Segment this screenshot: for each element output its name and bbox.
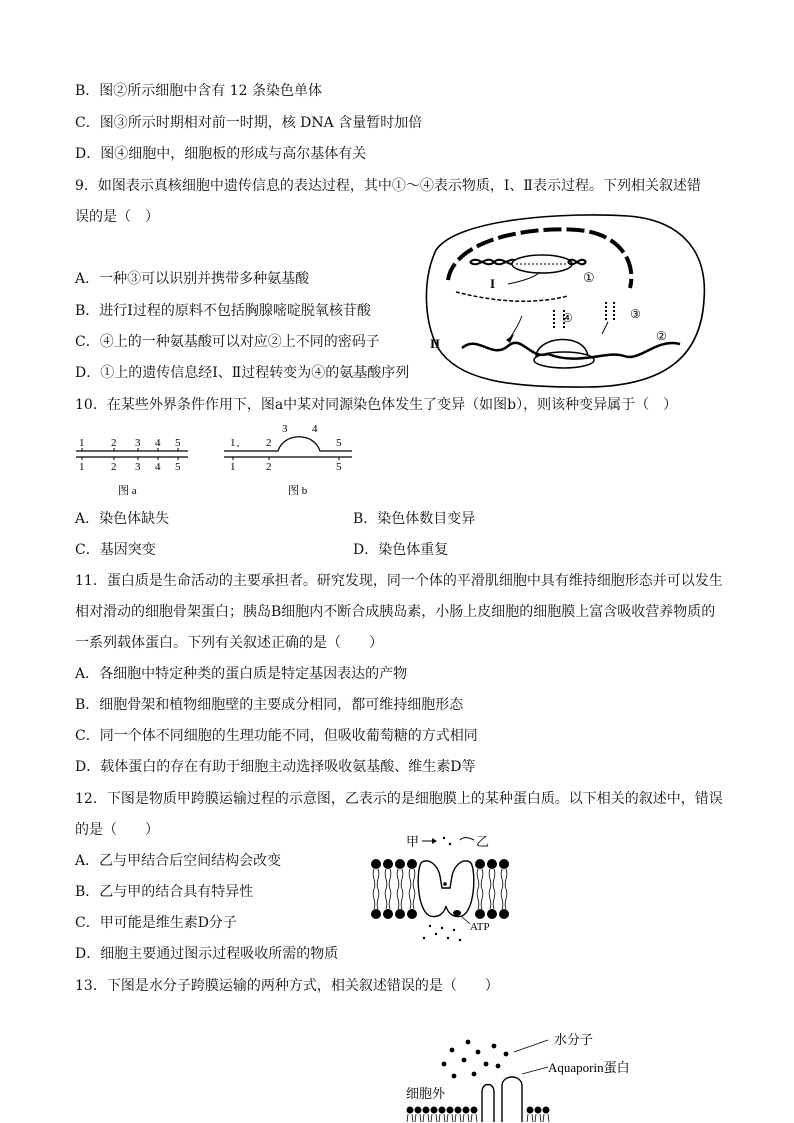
atp-site [453, 910, 461, 916]
lipid-head [371, 859, 381, 869]
aquaporin-protein [482, 1085, 494, 1123]
label-jia: 甲 [406, 834, 420, 849]
locus-label-a-bottom: 2 [111, 461, 117, 473]
lipid-head [471, 1107, 478, 1114]
label-3: ③ [630, 307, 641, 321]
lipid-tail [501, 869, 503, 909]
label-outside: 细胞外 [406, 1086, 446, 1101]
lipid-head [487, 859, 497, 869]
lipid-head [383, 859, 393, 869]
lipid-head [395, 909, 405, 919]
option-8b: B．图②所示细胞中含有 12 条染色单体 [75, 83, 323, 99]
label-water: 水分子 [554, 1032, 594, 1047]
option-8d: D．图④细胞中，细胞板的形成与高尔基体有关 [75, 146, 367, 162]
lipid-head [463, 1107, 470, 1114]
lipid-head [407, 859, 417, 869]
locus-label-b-bottom: 2 [266, 461, 272, 473]
membrane-bilayer [407, 1107, 550, 1123]
option-10a: A．染色体缺失 [75, 511, 170, 527]
option-11a: A．各细胞中特定种类的蛋白质是特定基因表达的产物 [75, 666, 408, 682]
option-10c: C．基因突变 [75, 542, 156, 558]
arrow-export [510, 316, 522, 338]
question-11-stem-cont2: 一系列载体蛋白。下列有关叙述正确的是（ ） [75, 635, 383, 651]
mrna-strand [456, 292, 568, 301]
question-10-stem: 10．在某些外界条件作用下，图a中某对同源染色体发生了变异（如图b），则该种变异属于（ ） [75, 397, 678, 413]
locus-label-a-top: 2 [111, 437, 117, 449]
option-8c: C．图③所示时期相对前一时期，核 DNA 含量暂时加倍 [75, 115, 423, 131]
lipid-head [543, 1107, 550, 1114]
lipid-tail [385, 869, 387, 909]
label-process-I: I [490, 276, 496, 291]
dna-helix [470, 255, 586, 273]
option-10b: B．染色体数目变异 [353, 511, 476, 527]
lipid-tail [407, 1114, 413, 1122]
locus-label-a-top: 4 [155, 437, 161, 449]
figure-membrane-transport [366, 826, 516, 950]
lipid-head [395, 859, 405, 869]
lipid-tail [377, 869, 379, 909]
figure-b [224, 437, 352, 457]
lipid-tail [543, 1114, 549, 1122]
lipid-tail [409, 869, 411, 909]
lipid-tail [493, 869, 495, 909]
locus-label-a-bottom: 5 [175, 461, 181, 473]
label-4: ④ [562, 311, 573, 325]
label-aquaporin: Aquaporin蛋白 [548, 1060, 630, 1075]
option-12a: A．乙与甲结合后空间结构会改变 [75, 853, 282, 869]
arrow-transcription [508, 272, 540, 284]
lipid-head [447, 1107, 454, 1114]
option-9b: B．进行Ⅰ过程的原料不包括胸腺嘧啶脱氧核苷酸 [75, 303, 371, 319]
label-1: ① [583, 270, 595, 285]
label-2: ② [656, 329, 667, 343]
lipid-head [527, 1107, 534, 1114]
label-process-II: II [430, 336, 441, 351]
lipid-head [371, 909, 381, 919]
option-11c: C．同一个体不同细胞的生理功能不同，但吸收葡萄糖的方式相同 [75, 728, 478, 744]
lipid-head [487, 909, 497, 919]
lipid-head [455, 1107, 462, 1114]
label-yi: 乙 [476, 834, 490, 849]
option-9c: C．④上的一种氨基酸可以对应②上不同的密码子 [75, 334, 380, 350]
locus-label-b-top: 1 [230, 437, 236, 449]
lipid-tail [389, 869, 391, 909]
locus-label-b-top: 2 [266, 437, 272, 449]
lipid-head [383, 909, 393, 919]
question-11-stem: 11．蛋白质是生命活动的主要承担者。研究发现，同一个体的平滑肌细胞中具有维持细胞形态并可以发生 [75, 573, 723, 589]
locus-label-b-bottom: 1 [230, 461, 236, 473]
option-9d: D．①上的遗传信息经Ⅰ、Ⅱ过程转变为④的氨基酸序列 [75, 365, 410, 381]
lipid-head [431, 1107, 438, 1114]
lipid-head [475, 909, 485, 919]
option-12b: B．乙与甲的结合具有特异性 [75, 884, 254, 900]
lipid-tail [431, 1114, 437, 1122]
question-9-stem-cont: 误的是（ ） [75, 209, 159, 225]
lipid-tail [373, 869, 375, 909]
lipid-tail [477, 869, 479, 909]
lipid-head [407, 1107, 414, 1114]
lipid-tail [527, 1114, 533, 1122]
lipid-tail [455, 1114, 461, 1122]
lipid-head [423, 1107, 430, 1114]
water-molecules [442, 1040, 509, 1079]
locus-label-a-top: 5 [175, 437, 181, 449]
label-atp: ATP [470, 921, 490, 933]
caption-b: 图 b [288, 485, 308, 497]
figure-a [76, 437, 188, 473]
lipid-head [499, 909, 509, 919]
option-12c: C．甲可能是维生素D分子 [75, 915, 237, 931]
question-12-stem-cont: 的是（ ） [75, 822, 159, 838]
option-12d: D．细胞主要通过图示过程吸收所需的物质 [75, 946, 339, 962]
lipid-head [415, 1107, 422, 1114]
substance-particles [423, 925, 461, 941]
carrier-protein [418, 861, 474, 917]
option-9a: A．一种③可以识别并携带多种氨基酸 [75, 271, 310, 287]
locus-label-a-top: 1 [79, 437, 85, 449]
lipid-head [535, 1107, 542, 1114]
lipid-tail [413, 869, 415, 909]
lipid-tail [397, 869, 399, 909]
lipid-tail [463, 1114, 469, 1122]
lipid-tail [439, 1114, 445, 1122]
locus-label-b-bottom: 5 [336, 461, 342, 473]
lipid-head [407, 909, 417, 919]
lipid-head [499, 859, 509, 869]
locus-label-b-top: 3 [282, 424, 288, 435]
lipid-tail [489, 869, 491, 909]
lipid-tail [471, 1114, 477, 1122]
lipid-tail [535, 1114, 541, 1122]
locus-label-a-top: 3 [135, 437, 141, 449]
lipid-head [475, 859, 485, 869]
lipid-tail [423, 1114, 429, 1122]
question-9-stem: 9．如图表示真核细胞中遗传信息的表达过程，其中①～④表示物质，Ⅰ、Ⅱ表示过程。下列相关叙述错 [75, 178, 701, 194]
lipid-tail [481, 869, 483, 909]
lipid-tail [415, 1114, 421, 1122]
locus-label-b-top: 4 [312, 424, 318, 435]
figure-chromosome [70, 424, 370, 504]
locus-label-a-bottom: 4 [155, 461, 161, 473]
lipid-tail [401, 869, 403, 909]
figure-water-transport [398, 1022, 658, 1122]
lipid-head [439, 1107, 446, 1114]
lipid-tail [447, 1114, 453, 1122]
option-11d: D．载体蛋白的存在有助于细胞主动选择吸收氨基酸、维生素D等 [75, 759, 476, 775]
locus-label-a-bottom: 1 [79, 461, 85, 473]
locus-label-b-top: 5 [336, 437, 342, 449]
question-12-stem: 12．下图是物质甲跨膜运输过程的示意图，乙表示的是细胞膜上的某种蛋白质。以下相关的叙述中，错误 [75, 791, 723, 807]
figure-gene-expression [418, 210, 710, 390]
caption-a: 图 a [118, 485, 137, 497]
lipid-tail [505, 869, 507, 909]
question-13-stem: 13．下图是水分子跨膜运输的两种方式，相关叙述错误的是（ ） [75, 978, 499, 994]
option-10d: D．染色体重复 [353, 542, 449, 558]
question-11-stem-cont1: 相对滑动的细胞骨架蛋白；胰岛B细胞内不断合成胰岛素，小肠上皮细胞的细胞膜上富含吸收营养物质的 [75, 604, 716, 620]
locus-label-a-bottom: 3 [135, 461, 141, 473]
option-11b: B．细胞骨架和植物细胞壁的主要成分相同，都可维持细胞形态 [75, 697, 464, 713]
